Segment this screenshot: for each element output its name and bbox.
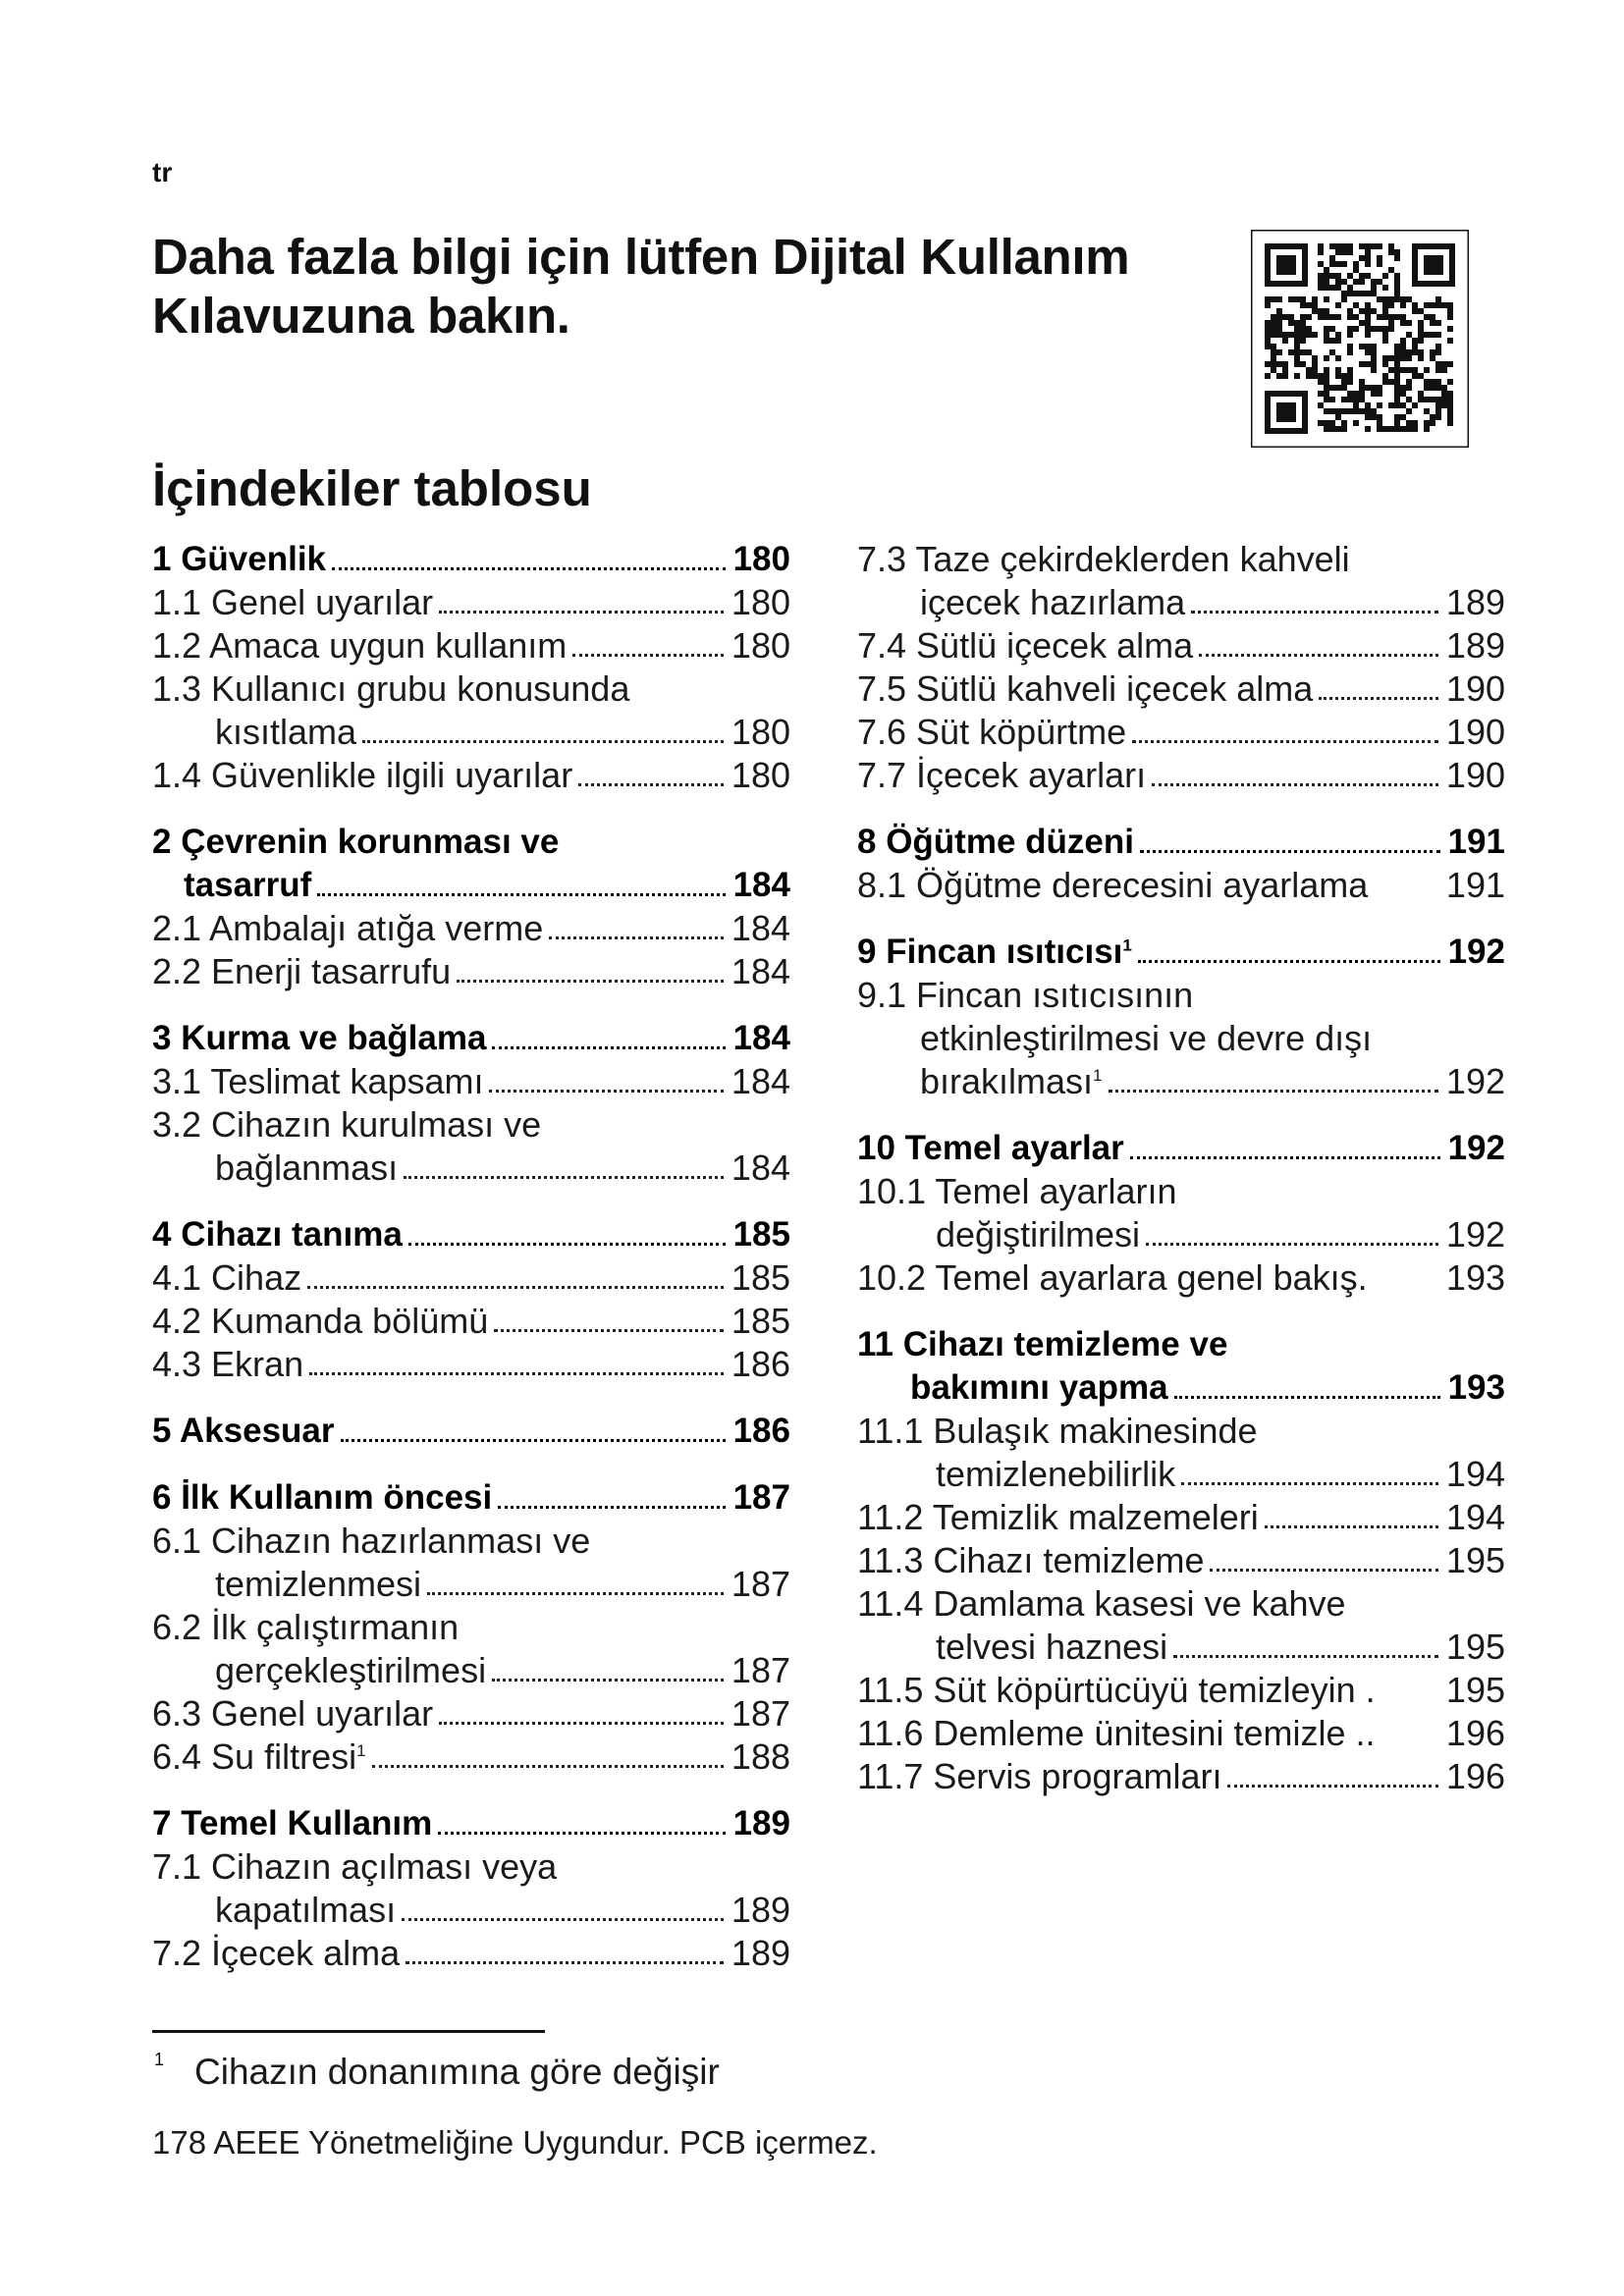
toc-entry-11[interactable]: 11 Cihazı temizleme ve bakımını yapma 193 [857, 1325, 1505, 1407]
qr-code-icon [1251, 230, 1469, 448]
toc-column-right [857, 538, 1505, 1798]
toc-entry-1[interactable]: 1 Güvenlik 180 [152, 540, 790, 578]
toc-entry-7-1[interactable]: 7.1 Cihazın açılması veya kapatılması 189 [152, 1846, 790, 1930]
footnote-ref: 1 [1093, 1066, 1103, 1085]
toc-entry-10-1[interactable]: 10.1 Temel ayarların değiştirilmesi 192 [857, 1171, 1505, 1255]
toc-entry-11-2[interactable]: 11.2 Temizlik malzemeleri 194 [857, 1497, 1505, 1537]
footnote-divider [152, 2030, 545, 2033]
toc-entry-4-2[interactable]: 4.2 Kumanda bölümü 185 [152, 1301, 790, 1341]
toc-entry-7-4[interactable]: 7.4 Sütlü içecek alma 189 [857, 625, 1505, 666]
footnote-number: 1 [154, 2050, 165, 2069]
toc-title: İçindekiler tablosu [152, 460, 592, 516]
toc-entry-7-7[interactable]: 7.7 İçecek ayarları 190 [857, 755, 1505, 795]
toc-entry-8[interactable]: 8 Öğütme düzeni 191 [857, 823, 1505, 861]
headline-line-2: Kılavuzuna bakın. [152, 288, 570, 344]
toc-entry-10-2[interactable]: 10.2 Temel ayarlara genel bakış. 193 [857, 1257, 1505, 1298]
toc-entry-7-6[interactable]: 7.6 Süt köpürtme 190 [857, 712, 1505, 752]
toc-entry-2-2[interactable]: 2.2 Enerji tasarrufu 184 [152, 951, 790, 991]
toc-entry-3-2[interactable]: 3.2 Cihazın kurulması ve bağlanması 184 [152, 1104, 790, 1188]
toc-entry-7[interactable]: 7 Temel Kullanım 189 [152, 1804, 790, 1842]
toc-entry-6-2[interactable]: 6.2 İlk çalıştırmanın gerçekleştirilmesi 187 [152, 1607, 790, 1690]
toc-entry-3[interactable]: 3 Kurma ve bağlama 184 [152, 1019, 790, 1057]
toc-entry-1-1[interactable]: 1.1 Genel uyarılar 180 [152, 582, 790, 622]
toc-entry-2-1[interactable]: 2.1 Ambalajı atığa verme 184 [152, 908, 790, 948]
toc-entry-11-7[interactable]: 11.7 Servis programları 196 [857, 1756, 1505, 1796]
toc-entry-3-1[interactable]: 3.1 Teslimat kapsamı 184 [152, 1061, 790, 1101]
toc-entry-7-5[interactable]: 7.5 Sütlü kahveli içecek alma 190 [857, 668, 1505, 709]
toc-entry-9-1[interactable]: 9.1 Fincan ısıtıcısının etkinleştirilmesi ve devre dışı bırakılması$^1$ 192 [857, 975, 1505, 1101]
toc-entry-1-3[interactable]: 1.3 Kullanıcı grubu konusunda kısıtlama 180 [152, 668, 790, 752]
toc-entry-6-4[interactable]: 6.4 Su filtresi$^1$ 188 [152, 1736, 790, 1777]
toc-entry-11-6[interactable]: 11.6 Demleme ünitesini temizle .. 196 [857, 1713, 1505, 1753]
toc-entry-9[interactable]: 9 Fincan ısıtıcısı$^1$ 192 [857, 933, 1505, 971]
toc-entry-4-1[interactable]: 4.1 Cihaz 185 [152, 1257, 790, 1298]
toc-entry-5[interactable]: 5 Aksesuar 186 [152, 1412, 790, 1450]
toc-entry-11-3[interactable]: 11.3 Cihazı temizleme 195 [857, 1540, 1505, 1580]
toc-entry-7-2[interactable]: 7.2 İçecek alma 189 [152, 1933, 790, 1973]
toc-entry-6[interactable]: 6 İlk Kullanım öncesi 187 [152, 1478, 790, 1517]
toc-entry-6-1[interactable]: 6.1 Cihazın hazırlanması ve temizlenmesi 187 [152, 1521, 790, 1604]
footnote-ref: 1 [356, 1741, 366, 1760]
toc-entry-11-1[interactable]: 11.1 Bulaşık makinesinde temizlenebilirlik 194 [857, 1411, 1505, 1494]
toc-entry-2[interactable]: 2 Çevrenin korunması ve tasarruf 184 [152, 823, 790, 904]
toc-entry-8-1[interactable]: 8.1 Öğütme derecesini ayarlama 191 [857, 865, 1505, 905]
page-footer: 178 AEEE Yönetmeliğine Uygundur. PCB içermez. [152, 2124, 878, 2161]
toc-entry-10[interactable]: 10 Temel ayarlar 192 [857, 1129, 1505, 1167]
toc-entry-7-3[interactable]: 7.3 Taze çekirdeklerden kahveli içecek hazırlama 189 [857, 539, 1505, 622]
toc-entry-11-5[interactable]: 11.5 Süt köpürtücüyü temizleyin . 195 [857, 1670, 1505, 1710]
language-code: tr [152, 157, 173, 187]
footnote-text: Cihazın donanımına göre değişir [194, 2052, 720, 2092]
toc-column-left [152, 538, 790, 1975]
footnote-ref: 1 [1122, 935, 1132, 955]
toc-entry-1-4[interactable]: 1.4 Güvenlikle ilgili uyarılar 180 [152, 755, 790, 795]
toc-entry-4[interactable]: 4 Cihazı tanıma 185 [152, 1215, 790, 1254]
page-headline [152, 228, 1193, 346]
toc-entry-4-3[interactable]: 4.3 Ekran 186 [152, 1344, 790, 1384]
headline-line-1: Daha fazla bilgi için lütfen Dijital Kullanım [152, 229, 1130, 285]
toc-entry-11-4[interactable]: 11.4 Damlama kasesi ve kahve telvesi haznesi 195 [857, 1583, 1505, 1667]
toc-entry-6-3[interactable]: 6.3 Genel uyarılar 187 [152, 1693, 790, 1734]
toc-entry-1-2[interactable]: 1.2 Amaca uygun kullanım 180 [152, 625, 790, 666]
